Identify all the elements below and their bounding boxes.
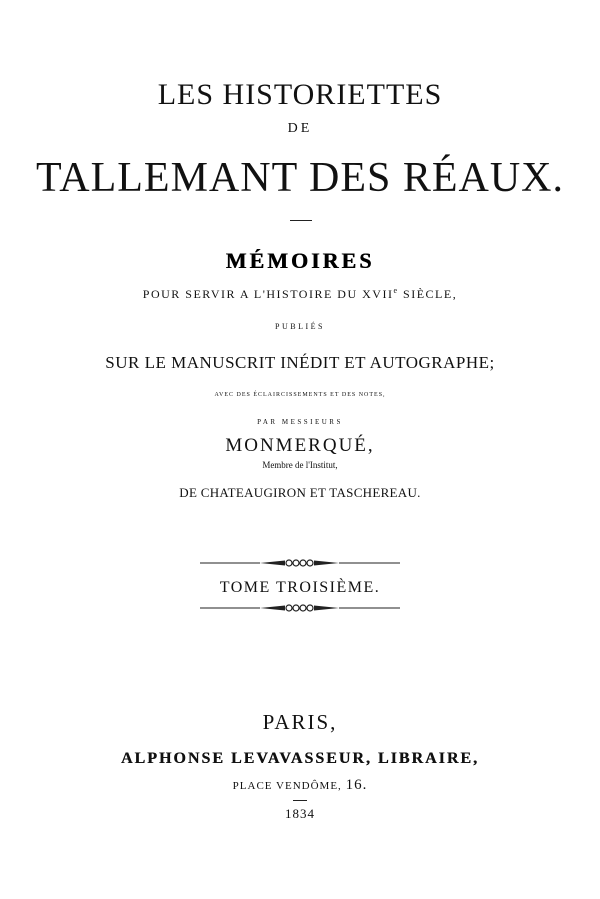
pour-suffix: SIÈCLE, bbox=[398, 287, 458, 301]
imprint-publisher: ALPHONSE LEVAVASSEUR, LIBRAIRE, bbox=[120, 750, 480, 767]
short-rule-top bbox=[290, 220, 312, 221]
volume-label: TOME TROISIÈME. bbox=[219, 579, 381, 596]
title-line-1: LES HISTORIETTES bbox=[157, 78, 443, 111]
pour-superscript: e bbox=[393, 286, 399, 295]
address-number: 16. bbox=[345, 777, 368, 793]
ornament-rule-bottom bbox=[200, 602, 400, 614]
subtitle-memoires: MÉMOIRES bbox=[225, 248, 375, 273]
title-line-3: TALLEMANT DES RÉAUX. bbox=[36, 155, 564, 201]
imprint-address bbox=[0, 777, 600, 794]
editor-names-chateaugiron: DE CHATEAUGIRON ET TASCHEREAU. bbox=[179, 485, 421, 500]
subtitle-pour-servir bbox=[0, 286, 600, 302]
title-line-2: DE bbox=[287, 121, 313, 136]
editor-name-monmerque: MONMERQUÉ, bbox=[225, 435, 375, 456]
pour-prefix: POUR SERVIR A L'HISTOIRE DU XVII bbox=[142, 287, 394, 301]
subtitle-avec-notes: AVEC DES ÉCLAIRCISSEMENTS ET DES NOTES, bbox=[214, 392, 386, 398]
subtitle-publies: PUBLIÉS bbox=[275, 322, 325, 331]
short-rule-bottom bbox=[293, 800, 307, 801]
subtitle-manuscrit: SUR LE MANUSCRIT INÉDIT ET AUTOGRAPHE; bbox=[105, 353, 495, 372]
imprint-year: 1834 bbox=[285, 806, 315, 821]
address-prefix: PLACE VENDÔME, bbox=[232, 780, 346, 792]
imprint-city: PARIS, bbox=[262, 710, 338, 734]
ornament-rule-top bbox=[200, 557, 400, 569]
editor-membre: Membre de l'Institut, bbox=[262, 460, 338, 470]
editors-par: PAR MESSIEURS bbox=[257, 418, 343, 426]
